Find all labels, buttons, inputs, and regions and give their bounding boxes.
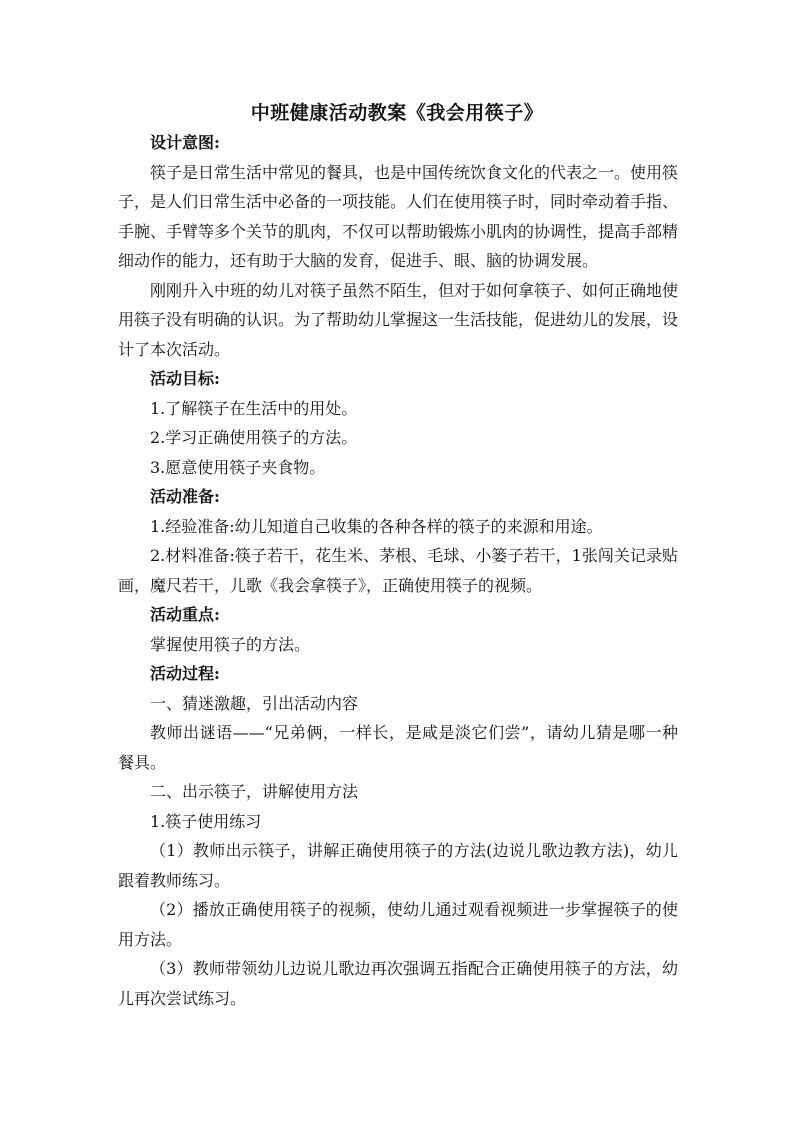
prep-item: 1.经验准备:幼儿知道自己收集的各种各样的筷子的来源和用途。 [150, 516, 603, 536]
goals-heading: 活动目标: [150, 369, 220, 388]
document-body [118, 128, 678, 1013]
design-heading: 设计意图: [150, 133, 220, 152]
process-heading: 活动过程: [150, 664, 220, 683]
key-heading: 活动重点: [150, 605, 220, 624]
prep-heading: 活动准备: [150, 487, 220, 506]
step1-title: 一、猜迷激趣，引出活动内容 [150, 693, 359, 713]
design-paragraph-1: 筷子是日常生活中常见的餐具，也是中国传统饮食文化的代表之一。使用筷子，是人们日常生活中必备的一项技能。人们在使用筷子时，同时牵动着手指、手腕、手臂等多个关节的肌肉，不仅可以帮助锻炼小肌肉的协调性，提高手部精细动作的能力，还有助于大脑的发育，促进手、眼、脑的协调发展。 [118, 162, 679, 270]
step2-title: 二、出示筷子，讲解使用方法 [150, 782, 359, 801]
step1-text: 教师出谜语——“兄弟俩，一样长，是咸是淡它们尝”，请幼儿猜是哪一种餐具。 [118, 723, 678, 772]
goal-item: 3.愿意使用筷子夹食物。 [150, 457, 326, 477]
key-text: 掌握使用筷子的方法。 [150, 634, 311, 654]
step2-item: （2）播放正确使用筷子的视频，使幼儿通过观看视频进一步掌握筷子的使用方法。 [118, 900, 678, 949]
prep-item: 2.材料准备:筷子若干，花生米、茅根、毛球、小篓子若干，1张闯关记录贴画，魔尺若干，儿歌《我会拿筷子》，正确使用筷子的视频。 [118, 546, 678, 595]
goal-item: 1.了解筷子在生活中的用处。 [150, 398, 358, 418]
design-paragraph-2: 刚刚升入中班的幼儿对筷子虽然不陌生，但对于如何拿筷子、如何正确地使用筷子没有明确的认识。为了帮助幼儿掌握这一生活技能，促进幼儿的发展，设计了本次活动。 [118, 280, 679, 359]
goal-item: 2.学习正确使用筷子的方法。 [150, 428, 358, 447]
step2-subtitle: 1.筷子使用练习 [150, 811, 262, 831]
step2-item: （1）教师出示筷子，讲解正确使用筷子的方法(边说儿歌边教方法)，幼儿跟着教师练习。 [118, 841, 678, 890]
document-title: 中班健康活动教案《我会用筷子》 [250, 102, 544, 124]
step2-item: （3）教师带领幼儿边说儿歌边再次强调五指配合正确使用筷子的方法，幼儿再次尝试练习。 [118, 959, 678, 1008]
